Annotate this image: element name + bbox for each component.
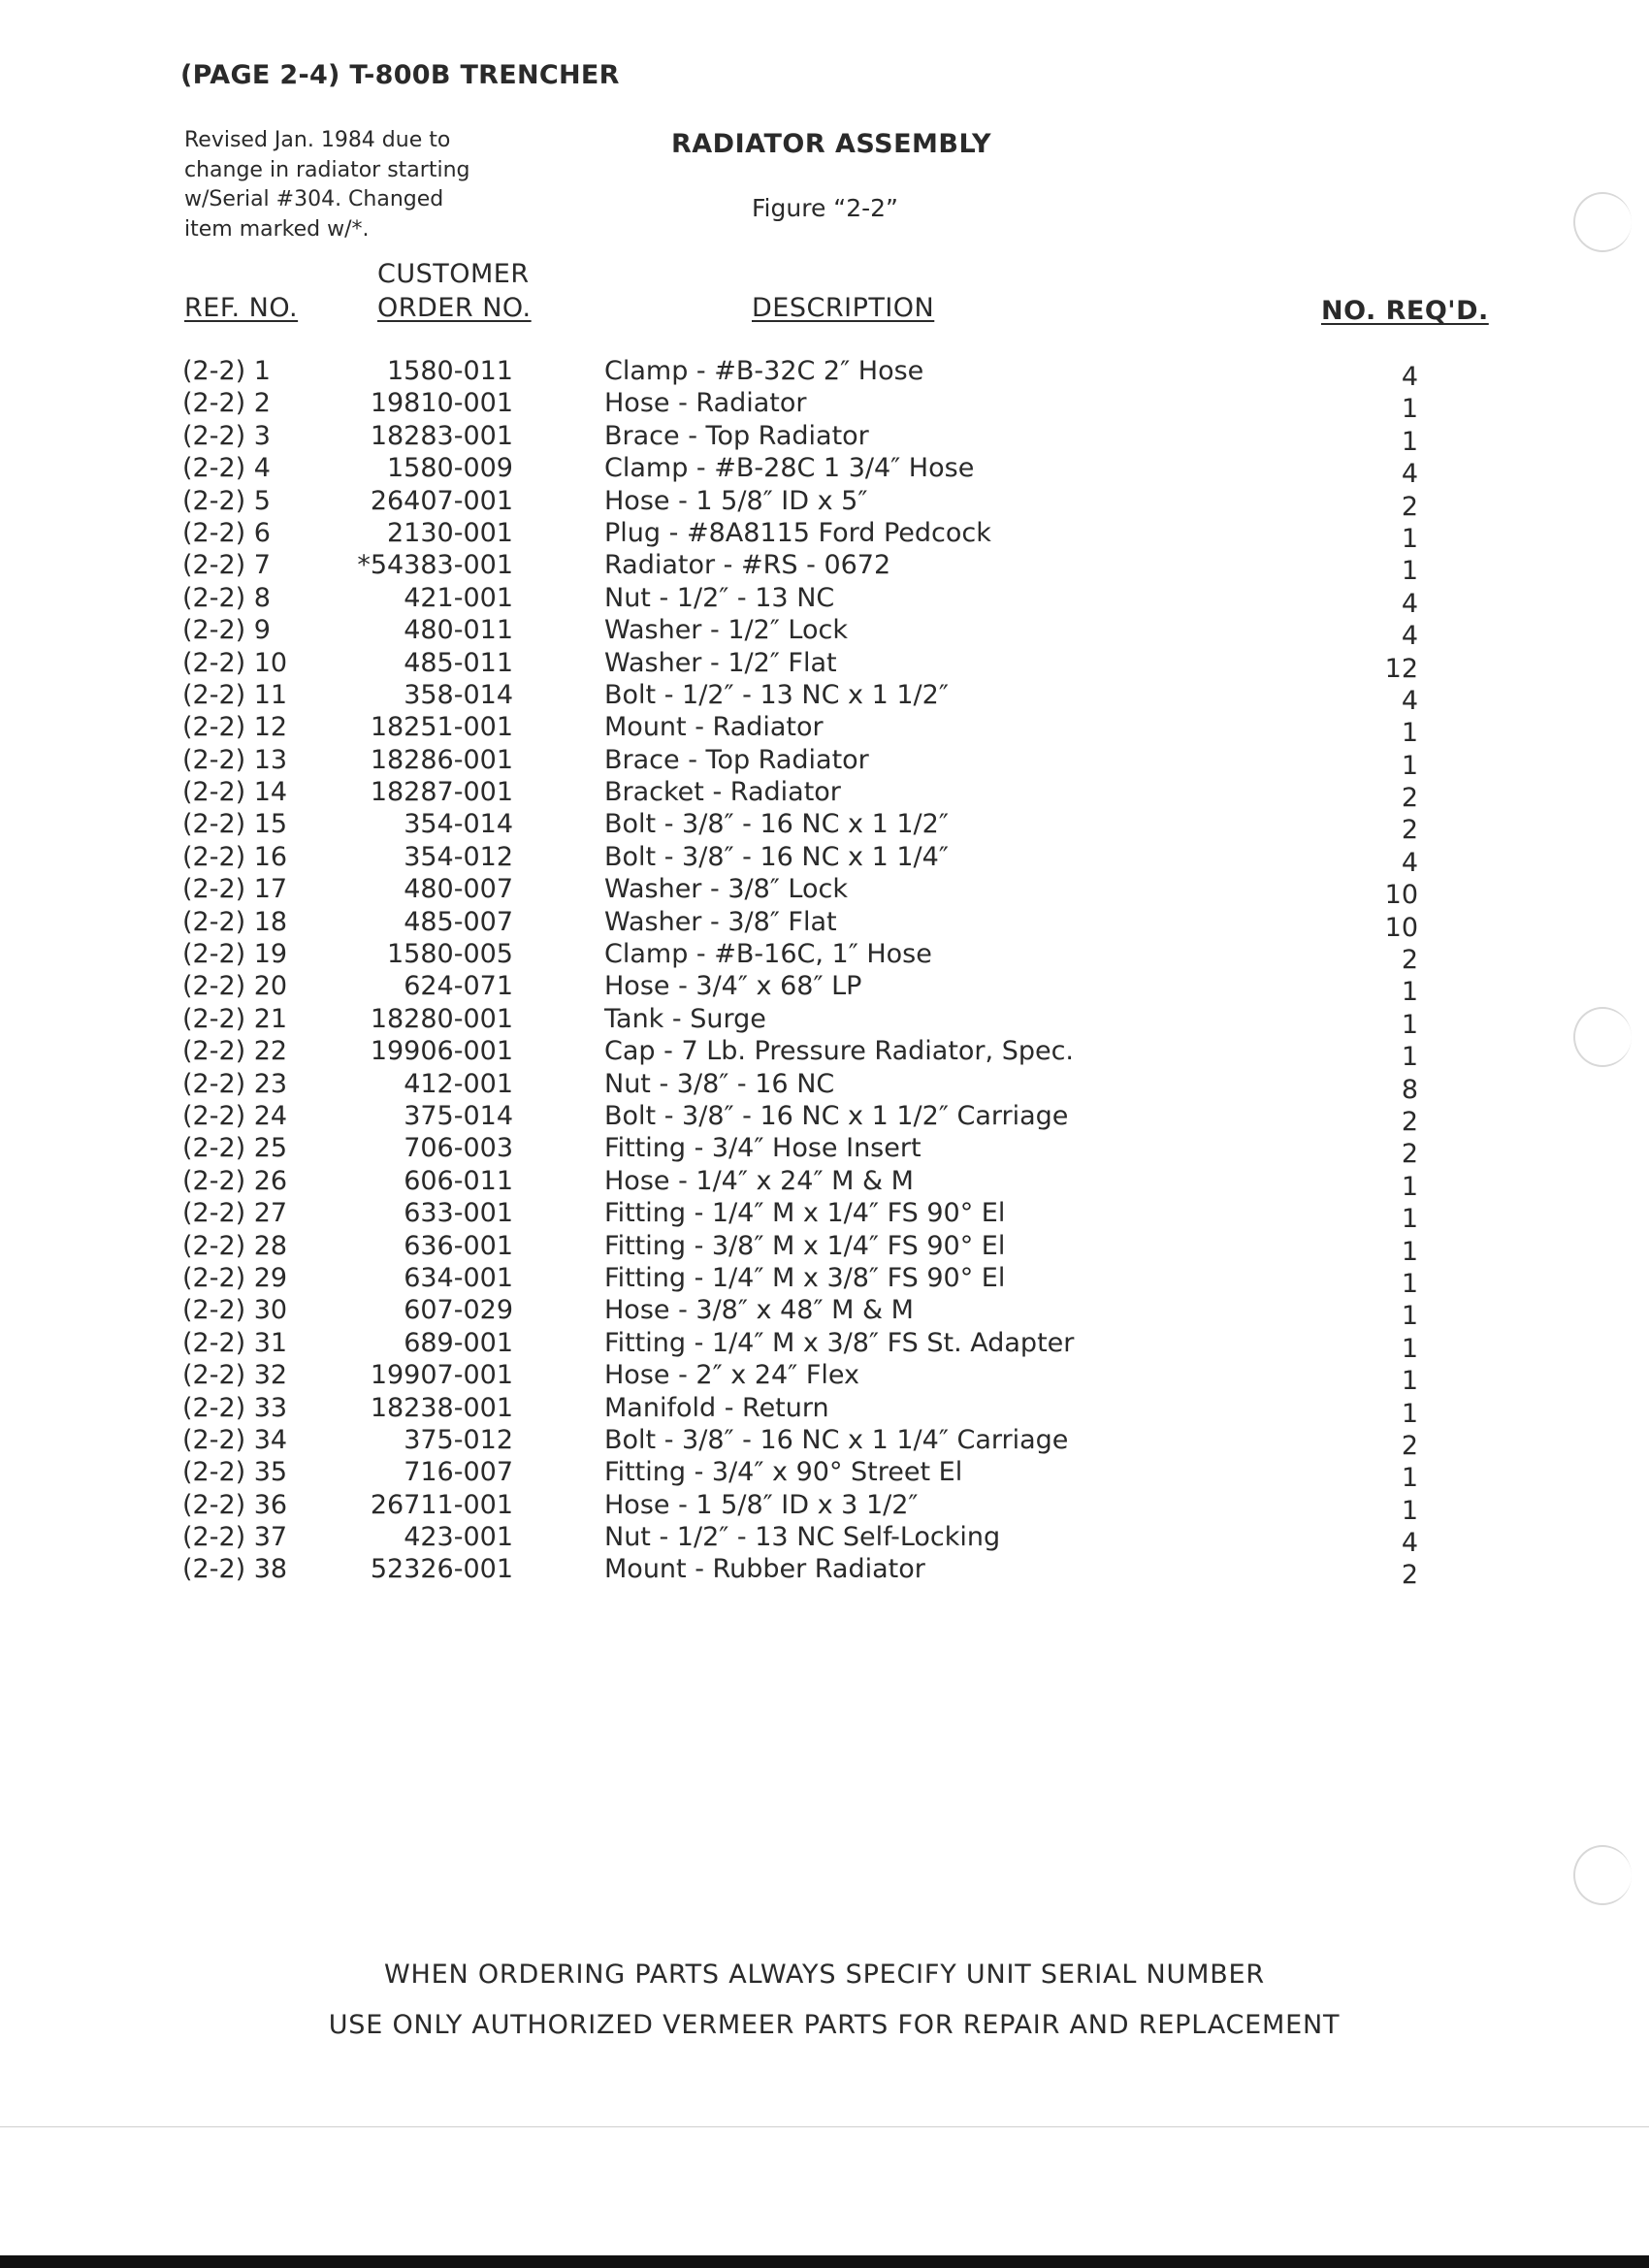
description-cell: Bolt - 3/8″ - 16 NC x 1 1/2″ Carriage (604, 1100, 1069, 1131)
order-no-cell: 1580-005 (387, 939, 513, 970)
qty-cell: 1 (1401, 1204, 1418, 1235)
description-cell: Mount - Rubber Radiator (604, 1554, 925, 1585)
order-no-cell: 480-007 (404, 874, 513, 905)
description-cell: Hose - 1 5/8″ ID x 5″ (604, 485, 868, 516)
column-header-description-label: DESCRIPTION (752, 293, 935, 323)
ref-no-cell: (2-2) 28 (182, 1230, 288, 1261)
description-cell: Tank - Surge (604, 1003, 766, 1034)
qty-cell: 1 (1401, 1463, 1418, 1494)
table-row (0, 873, 1649, 911)
ref-no-cell: (2-2) 12 (182, 712, 288, 743)
revision-note (184, 126, 469, 244)
revision-note-line: item marked w/*. (184, 216, 370, 242)
table-row (0, 906, 1649, 943)
parts-table (0, 355, 1649, 1591)
column-header-description (752, 291, 934, 325)
revision-note-line: change in radiator starting (184, 157, 470, 182)
description-cell: Clamp - #B-16C, 1″ Hose (604, 939, 932, 970)
column-header-order-no-line2: ORDER NO. (377, 293, 532, 323)
ref-no-cell: (2-2) 37 (182, 1522, 288, 1553)
column-header-order-no (377, 257, 532, 325)
punch-hole (1573, 192, 1632, 252)
ref-no-cell: (2-2) 22 (182, 1036, 288, 1067)
table-row (0, 485, 1649, 522)
qty-cell: 1 (1401, 426, 1418, 457)
ref-no-cell: (2-2) 11 (182, 679, 288, 710)
revision-note-line: w/Serial #304. Changed (184, 187, 444, 211)
qty-cell: 1 (1401, 1042, 1418, 1073)
qty-cell: 1 (1401, 394, 1418, 425)
description-cell: Fitting - 1/4″ M x 3/8″ FS 90° El (604, 1262, 1006, 1293)
table-row (0, 1521, 1649, 1559)
ref-no-cell: (2-2) 2 (182, 388, 271, 419)
order-no-cell: 689-001 (404, 1327, 513, 1358)
description-cell: Hose - Radiator (604, 388, 807, 419)
table-row (0, 1456, 1649, 1494)
ref-no-cell: (2-2) 1 (182, 356, 271, 386)
table-row (0, 1489, 1649, 1526)
order-no-cell: 485-011 (404, 647, 513, 678)
order-no-cell: 633-001 (404, 1198, 513, 1229)
figure-label: Figure “2-2” (752, 194, 899, 222)
order-no-cell: 423-001 (404, 1522, 513, 1553)
qty-cell: 1 (1401, 1268, 1418, 1299)
description-cell: Bolt - 1/2″ - 13 NC x 1 1/2″ (604, 679, 949, 710)
order-no-cell: 354-012 (404, 841, 513, 872)
description-cell: Hose - 1/4″ x 24″ M & M (604, 1165, 914, 1196)
revision-note-line: Revised Jan. 1984 due to (184, 128, 451, 152)
table-row (0, 1359, 1649, 1397)
qty-cell: 2 (1401, 491, 1418, 522)
qty-cell: 10 (1384, 880, 1418, 911)
ref-no-cell: (2-2) 19 (182, 939, 288, 970)
table-row (0, 1392, 1649, 1429)
table-row (0, 1230, 1649, 1267)
order-no-cell: 375-014 (404, 1100, 513, 1131)
ref-no-cell: (2-2) 26 (182, 1165, 288, 1196)
qty-cell: 1 (1401, 1009, 1418, 1040)
ref-no-cell: (2-2) 21 (182, 1003, 288, 1034)
ref-no-cell: (2-2) 17 (182, 874, 288, 905)
qty-cell: 1 (1401, 1366, 1418, 1397)
punch-hole (1573, 1845, 1632, 1905)
table-row (0, 355, 1649, 392)
table-row (0, 420, 1649, 457)
description-cell: Brace - Top Radiator (604, 420, 869, 451)
qty-cell: 1 (1401, 750, 1418, 781)
order-no-cell: 18287-001 (370, 777, 513, 808)
description-cell: Washer - 1/2″ Flat (604, 647, 837, 678)
ref-no-cell: (2-2) 8 (182, 582, 271, 613)
qty-cell: 4 (1401, 588, 1418, 619)
qty-cell: 4 (1401, 847, 1418, 878)
footer-authorized-parts-note: USE ONLY AUTHORIZED VERMEER PARTS FOR REPAIR AND REPLACEMENT (328, 2010, 1341, 2040)
order-no-cell: 18283-001 (370, 420, 513, 451)
order-no-cell: 624-071 (404, 971, 513, 1002)
ref-no-cell: (2-2) 29 (182, 1262, 288, 1293)
ref-no-cell: (2-2) 31 (182, 1327, 288, 1358)
description-cell: Fitting - 1/4″ M x 1/4″ FS 90° El (604, 1198, 1006, 1229)
table-row (0, 1068, 1649, 1105)
order-no-cell: 18251-001 (370, 712, 513, 743)
qty-cell: 1 (1401, 977, 1418, 1008)
description-cell: Hose - 1 5/8″ ID x 3 1/2″ (604, 1489, 919, 1520)
ref-no-cell: (2-2) 13 (182, 744, 288, 775)
table-row (0, 1424, 1649, 1461)
order-no-cell: 412-001 (404, 1068, 513, 1099)
ref-no-cell: (2-2) 33 (182, 1392, 288, 1423)
ref-no-cell: (2-2) 16 (182, 841, 288, 872)
qty-cell: 1 (1401, 718, 1418, 749)
qty-cell: 2 (1401, 783, 1418, 814)
qty-cell: 2 (1401, 945, 1418, 976)
order-no-cell: *54383-001 (357, 550, 513, 581)
ref-no-cell: (2-2) 32 (182, 1360, 288, 1391)
order-no-cell: 636-001 (404, 1230, 513, 1261)
table-row (0, 970, 1649, 1008)
ref-no-cell: (2-2) 4 (182, 453, 271, 484)
ref-no-cell: (2-2) 20 (182, 971, 288, 1002)
description-cell: Radiator - #RS - 0672 (604, 550, 891, 581)
ref-no-cell: (2-2) 23 (182, 1068, 288, 1099)
table-row (0, 549, 1649, 587)
description-cell: Bolt - 3/8″ - 16 NC x 1 1/4″ (604, 841, 949, 872)
description-cell: Mount - Radiator (604, 712, 824, 743)
order-no-cell: 706-003 (404, 1133, 513, 1164)
table-row (0, 387, 1649, 425)
description-cell: Fitting - 3/4″ x 90° Street El (604, 1457, 963, 1488)
description-cell: Bolt - 3/8″ - 16 NC x 1 1/2″ (604, 809, 949, 840)
ref-no-cell: (2-2) 15 (182, 809, 288, 840)
order-no-cell: 19907-001 (370, 1360, 513, 1391)
order-no-cell: 26711-001 (370, 1489, 513, 1520)
table-row (0, 1197, 1649, 1235)
order-no-cell: 18280-001 (370, 1003, 513, 1034)
description-cell: Washer - 1/2″ Lock (604, 615, 849, 646)
qty-cell: 2 (1401, 1430, 1418, 1461)
ref-no-cell: (2-2) 24 (182, 1100, 288, 1131)
description-cell: Hose - 3/8″ x 48″ M & M (604, 1295, 914, 1326)
ref-no-cell: (2-2) 10 (182, 647, 288, 678)
table-row (0, 938, 1649, 976)
table-row (0, 614, 1649, 652)
order-no-cell: 421-001 (404, 582, 513, 613)
table-row (0, 1327, 1649, 1364)
qty-cell: 8 (1401, 1074, 1418, 1105)
table-row (0, 1100, 1649, 1137)
qty-cell: 1 (1401, 1301, 1418, 1332)
table-row (0, 744, 1649, 781)
ref-no-cell: (2-2) 35 (182, 1457, 288, 1488)
table-row (0, 1165, 1649, 1202)
table-row (0, 517, 1649, 554)
table-row (0, 1262, 1649, 1299)
description-cell: Fitting - 3/4″ Hose Insert (604, 1133, 922, 1164)
ref-no-cell: (2-2) 18 (182, 906, 288, 937)
description-cell: Fitting - 1/4″ M x 3/8″ FS St. Adapter (604, 1327, 1075, 1358)
description-cell: Washer - 3/8″ Lock (604, 874, 849, 905)
order-no-cell: 634-001 (404, 1262, 513, 1293)
ref-no-cell: (2-2) 30 (182, 1295, 288, 1326)
description-cell: Clamp - #B-32C 2″ Hose (604, 356, 924, 386)
ref-no-cell: (2-2) 9 (182, 615, 271, 646)
ref-no-cell: (2-2) 14 (182, 777, 288, 808)
order-no-cell: 52326-001 (370, 1554, 513, 1585)
description-cell: Nut - 1/2″ - 13 NC Self-Locking (604, 1522, 1001, 1553)
page-edge-divider (0, 2126, 1649, 2127)
punch-hole (1573, 1007, 1632, 1067)
qty-cell: 1 (1401, 1236, 1418, 1267)
qty-cell: 4 (1401, 621, 1418, 652)
column-header-ref-no (184, 291, 298, 325)
order-no-cell: 358-014 (404, 679, 513, 710)
qty-cell: 4 (1401, 685, 1418, 716)
qty-cell: 12 (1384, 653, 1418, 684)
description-cell: Nut - 3/8″ - 16 NC (604, 1068, 835, 1099)
order-no-cell: 26407-001 (370, 485, 513, 516)
description-cell: Cap - 7 Lb. Pressure Radiator, Spec. (604, 1036, 1075, 1067)
qty-cell: 2 (1401, 1560, 1418, 1591)
qty-cell: 10 (1384, 912, 1418, 943)
qty-cell: 4 (1401, 362, 1418, 392)
table-row (0, 452, 1649, 490)
order-no-cell: 354-014 (404, 809, 513, 840)
qty-cell: 1 (1401, 556, 1418, 587)
order-no-cell: 18238-001 (370, 1392, 513, 1423)
order-no-cell: 606-011 (404, 1165, 513, 1196)
qty-cell: 2 (1401, 815, 1418, 846)
ref-no-cell: (2-2) 3 (182, 420, 271, 451)
order-no-cell: 1580-011 (387, 356, 513, 386)
table-row (0, 1553, 1649, 1591)
ref-no-cell: (2-2) 6 (182, 517, 271, 548)
qty-cell: 1 (1401, 1333, 1418, 1364)
qty-cell: 2 (1401, 1139, 1418, 1170)
description-cell: Hose - 2″ x 24″ Flex (604, 1360, 859, 1391)
description-cell: Bracket - Radiator (604, 777, 841, 808)
table-row (0, 1294, 1649, 1332)
ref-no-cell: (2-2) 36 (182, 1489, 288, 1520)
ref-no-cell: (2-2) 38 (182, 1554, 288, 1585)
table-row (0, 647, 1649, 684)
description-cell: Hose - 3/4″ x 68″ LP (604, 971, 862, 1002)
description-cell: Fitting - 3/8″ M x 1/4″ FS 90° El (604, 1230, 1006, 1261)
order-no-cell: 607-029 (404, 1295, 513, 1326)
order-no-cell: 1580-009 (387, 453, 513, 484)
table-row (0, 808, 1649, 846)
description-cell: Washer - 3/8″ Flat (604, 906, 837, 937)
table-row (0, 679, 1649, 716)
table-row (0, 1132, 1649, 1170)
description-cell: Plug - #8A8115 Ford Pedcock (604, 517, 991, 548)
table-row (0, 1035, 1649, 1073)
order-no-cell: 2130-001 (387, 517, 513, 548)
section-title: RADIATOR ASSEMBLY (671, 129, 992, 159)
order-no-cell: 19810-001 (370, 388, 513, 419)
qty-cell: 1 (1401, 523, 1418, 554)
page-title: (PAGE 2-4) T-800B TRENCHER (180, 60, 620, 90)
footer-ordering-note: WHEN ORDERING PARTS ALWAYS SPECIFY UNIT SERIAL NUMBER (384, 1960, 1265, 1990)
qty-cell: 1 (1401, 1171, 1418, 1202)
description-cell: Bolt - 3/8″ - 16 NC x 1 1/4″ Carriage (604, 1424, 1069, 1455)
table-row (0, 582, 1649, 619)
order-no-cell: 18286-001 (370, 744, 513, 775)
order-no-cell: 375-012 (404, 1424, 513, 1455)
scan-border (0, 2255, 1649, 2268)
qty-cell: 2 (1401, 1106, 1418, 1137)
qty-cell: 1 (1401, 1495, 1418, 1526)
column-header-order-no-line1: CUSTOMER (377, 259, 530, 289)
order-no-cell: 716-007 (404, 1457, 513, 1488)
description-cell: Clamp - #B-28C 1 3/4″ Hose (604, 453, 975, 484)
ref-no-cell: (2-2) 7 (182, 550, 271, 581)
order-no-cell: 485-007 (404, 906, 513, 937)
description-cell: Brace - Top Radiator (604, 744, 869, 775)
description-cell: Manifold - Return (604, 1392, 829, 1423)
order-no-cell: 19906-001 (370, 1036, 513, 1067)
description-cell: Nut - 1/2″ - 13 NC (604, 582, 835, 613)
table-row (0, 841, 1649, 878)
ref-no-cell: (2-2) 34 (182, 1424, 288, 1455)
column-header-ref-no-label: REF. NO. (184, 293, 299, 323)
table-row (0, 1003, 1649, 1040)
table-row (0, 711, 1649, 749)
column-header-qty-label: NO. REQ'D. (1321, 296, 1489, 326)
column-header-qty (1321, 294, 1489, 328)
qty-cell: 4 (1401, 459, 1418, 490)
table-row (0, 776, 1649, 814)
qty-cell: 1 (1401, 1398, 1418, 1429)
ref-no-cell: (2-2) 25 (182, 1133, 288, 1164)
qty-cell: 4 (1401, 1528, 1418, 1559)
ref-no-cell: (2-2) 5 (182, 485, 271, 516)
ref-no-cell: (2-2) 27 (182, 1198, 288, 1229)
order-no-cell: 480-011 (404, 615, 513, 646)
